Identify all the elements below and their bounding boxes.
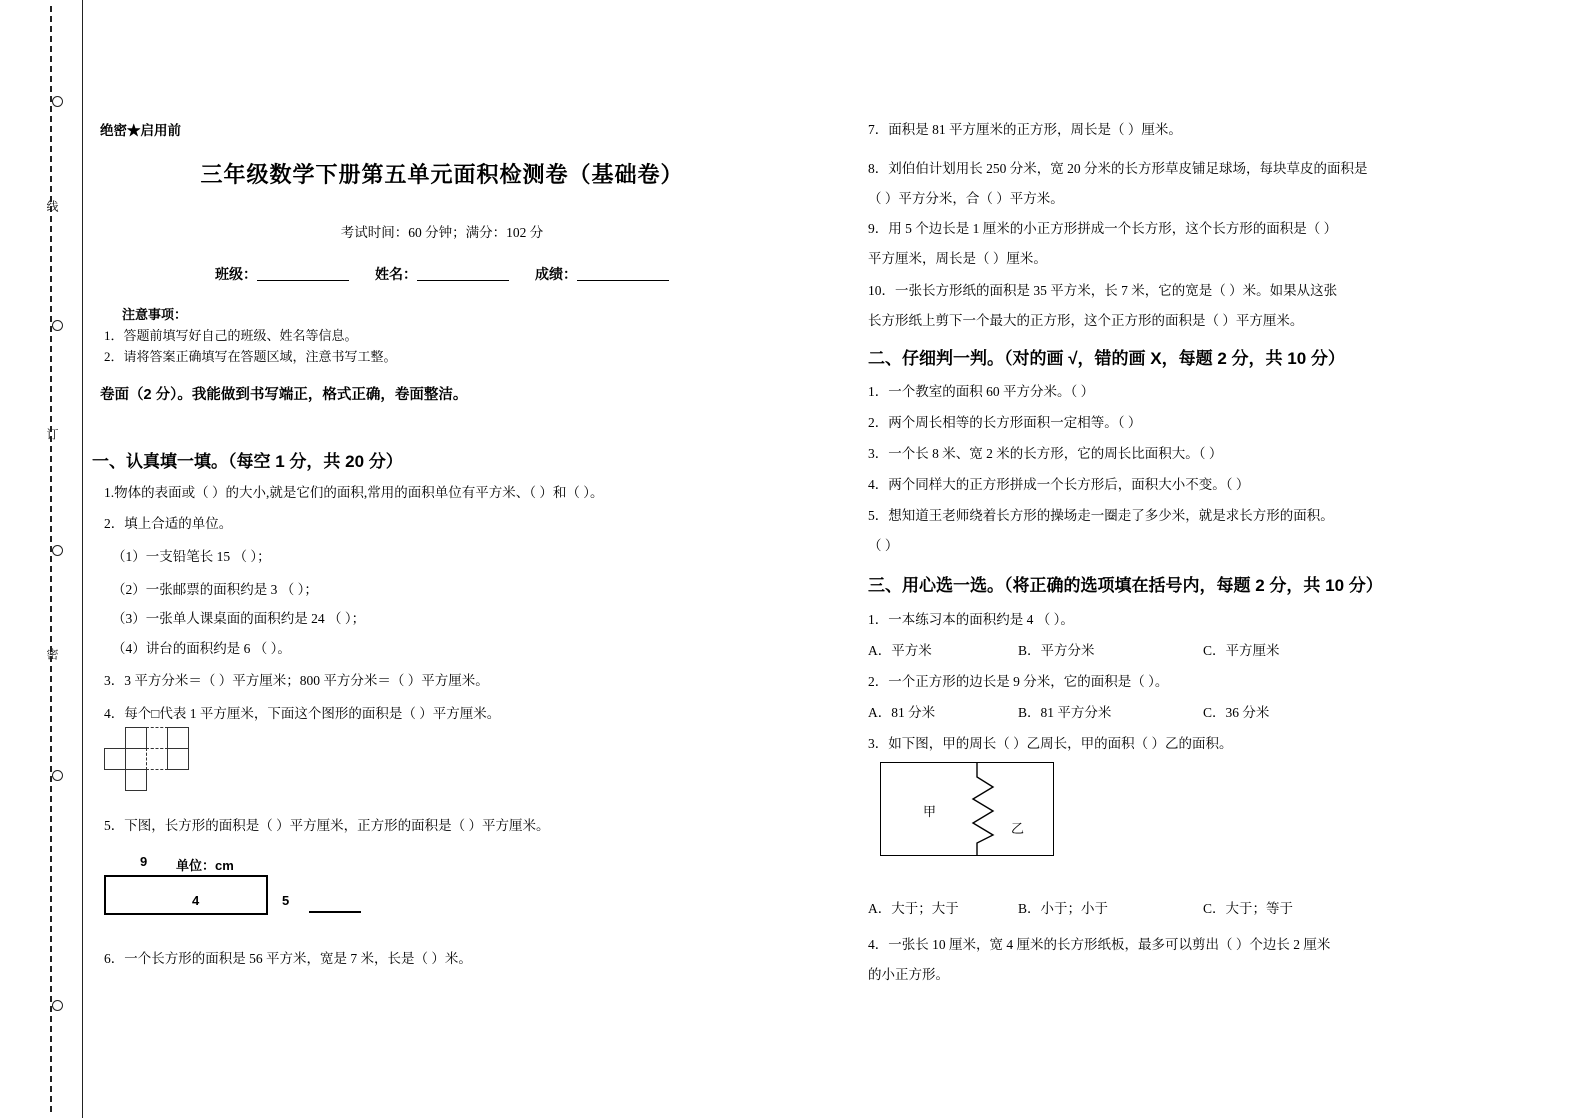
handwriting-note: 卷面（2 分）。我能做到书写端正，格式正确，卷面整洁。	[100, 387, 468, 403]
s1-q2-2: （2）一张邮票的面积约是 3 （ ）；	[112, 582, 318, 597]
s3-q1-option-a[interactable]: A．平方米	[868, 643, 932, 658]
grid-cell-empty	[104, 727, 126, 749]
grid-cell-empty	[146, 769, 168, 791]
binding-circle	[52, 770, 63, 781]
grid-figure	[104, 727, 209, 790]
exam-info: 考试时间：60 分钟；满分：102 分	[340, 225, 544, 240]
s3-q4-cont: 的小正方形。	[868, 967, 949, 982]
figure-label-yi: 乙	[1011, 821, 1025, 836]
notice-title: 注意事项：	[122, 307, 188, 322]
section-3-heading: 三、用心选一选。（将正确的选项填在括号内，每题 2 分，共 10 分）	[868, 576, 1383, 595]
jia-yi-figure	[880, 762, 1054, 856]
s3-q2-option-c[interactable]: C．36 分米	[1203, 705, 1270, 720]
s3-q2-option-a[interactable]: A．81 分米	[868, 705, 936, 720]
grid-cell	[104, 748, 126, 770]
s1-q9-cont: 平方厘米，周长是（ ）厘米。	[868, 251, 1047, 266]
s3-q2-option-b[interactable]: B．81 平方分米	[1018, 705, 1112, 720]
binding-label-mi: 密	[45, 648, 59, 661]
binding-circle	[52, 1000, 63, 1011]
s3-q1-options	[868, 641, 1280, 662]
s2-q5: 5．想知道王老师绕着长方形的操场走一圈走了多少米，就是求长方形的面积。	[868, 508, 1334, 523]
rect-square-figure	[104, 855, 404, 915]
grid-row	[104, 748, 209, 769]
s1-q2: 2．填上合适的单位。	[104, 516, 233, 531]
s1-q2-4: （4）讲台的面积约是 6 （ ）。	[112, 641, 291, 656]
s1-q6: 6．一个长方形的面积是 56 平方米，宽是 7 米，长是（ ）米。	[104, 951, 472, 966]
s1-q10: 10．一张长方形纸的面积是 35 平方米，长 7 米，它的宽是（ ）米。如果从这张	[868, 283, 1338, 298]
grid-row	[104, 727, 209, 748]
s1-q2-1: （1）一支铅笔长 15 （ ）；	[112, 549, 271, 564]
rectangle-shape	[104, 875, 268, 915]
s3-q3-option-b[interactable]: B．小于；小于	[1018, 901, 1109, 916]
grid-cell-empty	[188, 727, 210, 749]
figure-label-5: 5	[282, 893, 290, 908]
s2-q1: 1．一个教室的面积 60 平方分米。（ ）	[868, 384, 1095, 399]
grid-cell	[167, 727, 189, 749]
score-label: 成绩：	[535, 268, 577, 283]
figure-label-9: 9	[140, 854, 148, 869]
s2-q4: 4．两个同样大的正方形拼成一个长方形后，面积大小不变。（ ）	[868, 477, 1250, 492]
notice-item-1: 1．答题前填写好自己的班级、姓名等信息。	[104, 328, 358, 343]
grid-cell	[167, 748, 189, 770]
grid-cell	[125, 769, 147, 791]
figure-unit-label: 单位：cm	[176, 858, 234, 873]
section-2-heading: 二、仔细判一判。（对的画 √，错的画 X，每题 2 分，共 10 分）	[868, 349, 1345, 368]
section-1-heading: 一、认真填一填。（每空 1 分，共 20 分）	[92, 452, 403, 471]
binding-circle	[52, 96, 63, 107]
jia-yi-zigzag-svg	[881, 763, 1053, 855]
grid-cell	[146, 748, 168, 770]
binding-circle	[52, 545, 63, 556]
s2-q2: 2．两个周长相等的长方形面积一定相等。（ ）	[868, 415, 1142, 430]
square-shape	[309, 875, 361, 913]
name-input[interactable]	[417, 265, 509, 281]
secret-notice: 绝密★启用前	[100, 123, 181, 138]
binding-label-line: 线	[45, 200, 59, 213]
grid-cell	[125, 727, 147, 749]
figure-label-jia: 甲	[923, 804, 937, 819]
class-label: 班级：	[215, 268, 257, 283]
grid-cell	[125, 748, 147, 770]
binding-dashed-line	[50, 6, 52, 1112]
score-input[interactable]	[577, 265, 669, 281]
s1-q4: 4．每个□代表 1 平方厘米，下面这个图形的面积是（ ）平方厘米。	[104, 706, 501, 721]
binding-label-ding: 订	[45, 428, 59, 441]
grid-cell-empty	[188, 769, 210, 791]
s3-q1: 1．一本练习本的面积约是 4 （ ）。	[868, 612, 1074, 627]
class-input[interactable]	[257, 265, 349, 281]
notice-item-2: 2．请将答案正确填写在答题区域，注意书写工整。	[104, 349, 397, 364]
binding-circle	[52, 320, 63, 331]
grid-cell-empty	[188, 748, 210, 770]
figure-label-4: 4	[192, 893, 200, 908]
s1-q2-3: （3）一张单人课桌面的面积约是 24 （ ）；	[112, 611, 366, 626]
s3-q3-option-c[interactable]: C．大于；等于	[1203, 901, 1294, 916]
grid-cell-empty	[104, 769, 126, 791]
s3-q3-options	[868, 899, 1293, 920]
s3-q4: 4．一张长 10 厘米，宽 4 厘米的长方形纸板，最多可以剪出（ ）个边长 2 厘米	[868, 937, 1331, 952]
student-info-row	[92, 264, 792, 284]
s2-q3: 3．一个长 8 米、宽 2 米的长方形，它的周长比面积大。（ ）	[868, 446, 1223, 461]
binding-solid-line	[82, 0, 83, 1118]
grid-row	[104, 769, 209, 790]
s3-q2: 2．一个正方形的边长是 9 分米，它的面积是（ ）。	[868, 674, 1169, 689]
s1-q5: 5．下图，长方形的面积是（ ）平方厘米，正方形的面积是（ ）平方厘米。	[104, 818, 550, 833]
page-title: 三年级数学下册第五单元面积检测卷（基础卷）	[200, 162, 684, 187]
s1-q3: 3．3 平方分米＝（ ）平方厘米；800 平方分米＝（ ）平方厘米。	[104, 673, 489, 688]
s1-q8: 8．刘伯伯计划用长 250 分米，宽 20 分米的长方形草皮铺足球场，每块草皮的面积是	[868, 161, 1368, 176]
s1-q1: 1.物体的表面或（ ）的大小,就是它们的面积,常用的面积单位有平方米、（ ）和（ ）。	[104, 485, 604, 500]
s1-q9: 9．用 5 个边长是 1 厘米的小正方形拼成一个长方形，这个长方形的面积是（ ）	[868, 221, 1338, 236]
s3-q1-option-b[interactable]: B．平方分米	[1018, 643, 1095, 658]
grid-cell-empty	[167, 769, 189, 791]
grid-cell	[146, 727, 168, 749]
s3-q2-options	[868, 703, 1269, 724]
s3-q3: 3．如下图，甲的周长（ ）乙周长，甲的面积（ ）乙的面积。	[868, 736, 1233, 751]
s3-q1-option-c[interactable]: C．平方厘米	[1203, 643, 1280, 658]
s1-q8-cont: （ ）平方分米，合（ ）平方米。	[868, 191, 1064, 206]
name-label: 姓名：	[375, 268, 417, 283]
s1-q10-cont: 长方形纸上剪下一个最大的正方形，这个正方形的面积是（ ）平方厘米。	[868, 313, 1304, 328]
binding-margin	[0, 0, 88, 1118]
s3-q3-option-a[interactable]: A．大于；大于	[868, 901, 959, 916]
s2-q5-answer-blank: （ ）	[868, 538, 899, 553]
s1-q7: 7．面积是 81 平方厘米的正方形，周长是（ ）厘米。	[868, 122, 1182, 137]
